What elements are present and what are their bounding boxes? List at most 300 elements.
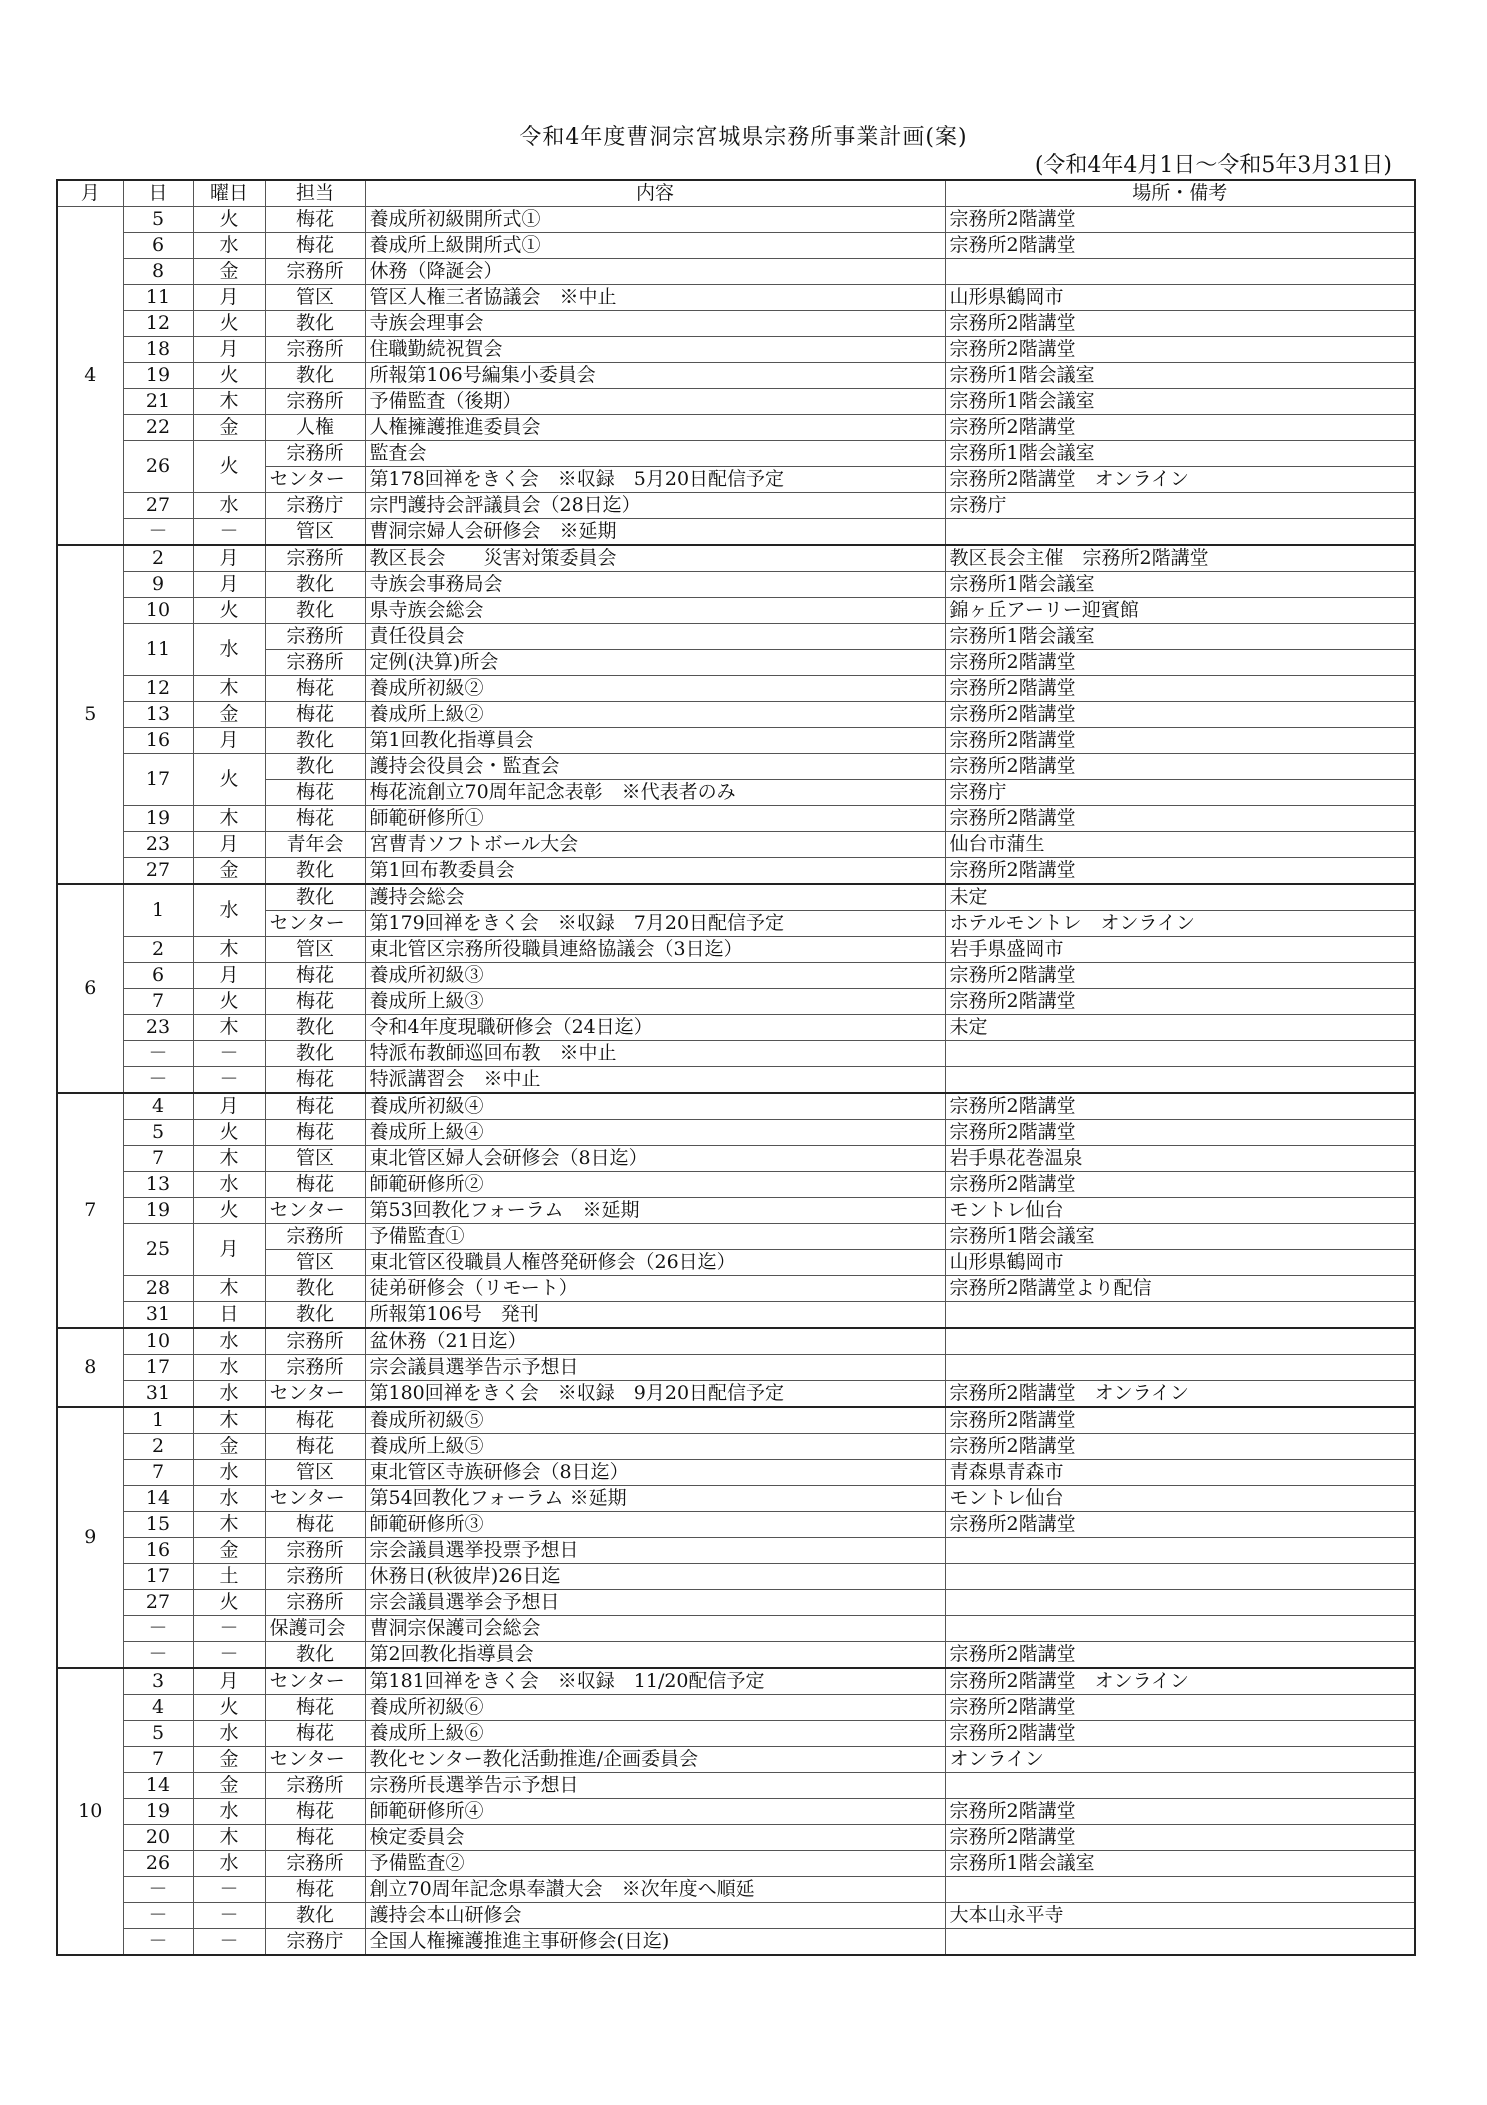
weekday-cell: 火 <box>193 1695 265 1721</box>
table-row <box>57 832 1415 858</box>
dept-cell: 教化 <box>265 884 365 911</box>
table-row <box>57 572 1415 598</box>
month-cell: 4 <box>57 207 123 546</box>
place-cell: オンライン <box>945 1747 1415 1773</box>
table-row <box>57 1276 1415 1302</box>
content-cell: 養成所上級⑥ <box>365 1721 945 1747</box>
content-cell: 教区長会 災害対策委員会 <box>365 545 945 572</box>
table-row <box>57 441 1415 467</box>
weekday-cell: 火 <box>193 207 265 233</box>
content-cell: 第2回教化指導員会 <box>365 1642 945 1669</box>
day-cell: 7 <box>123 1146 193 1172</box>
table-row <box>57 1564 1415 1590</box>
table-row <box>57 1668 1415 1695</box>
dept-cell: 梅花 <box>265 989 365 1015</box>
day-cell: 23 <box>123 1015 193 1041</box>
weekday-cell: － <box>193 1929 265 1956</box>
day-cell: 12 <box>123 676 193 702</box>
table-header-row <box>57 180 1415 207</box>
place-cell: 岩手県花巻温泉 <box>945 1146 1415 1172</box>
place-cell <box>945 1355 1415 1381</box>
weekday-cell: 水 <box>193 1381 265 1408</box>
day-cell: 7 <box>123 1747 193 1773</box>
weekday-cell: 水 <box>193 624 265 676</box>
content-cell: 養成所初級④ <box>365 1093 945 1120</box>
place-cell: 宗務所2階講堂 <box>945 1695 1415 1721</box>
weekday-cell: 火 <box>193 311 265 337</box>
table-row <box>57 1747 1415 1773</box>
table-row <box>57 989 1415 1015</box>
content-cell: 住職勤続祝賀会 <box>365 337 945 363</box>
table-row <box>57 676 1415 702</box>
table-row <box>57 1799 1415 1825</box>
content-cell: 東北管区婦人会研修会（8日迄） <box>365 1146 945 1172</box>
day-cell: － <box>123 1041 193 1067</box>
content-cell: 第54回教化フォーラム ※延期 <box>365 1486 945 1512</box>
content-cell: 予備監査（後期） <box>365 389 945 415</box>
dept-cell: 梅花 <box>265 1434 365 1460</box>
dept-cell: 梅花 <box>265 1799 365 1825</box>
dept-cell: 宗務所 <box>265 389 365 415</box>
place-cell: 青森県青森市 <box>945 1460 1415 1486</box>
dept-cell: 教化 <box>265 754 365 780</box>
weekday-cell: 月 <box>193 572 265 598</box>
day-cell: 5 <box>123 1721 193 1747</box>
col-header-dept: 担当 <box>265 180 365 207</box>
dept-cell: 梅花 <box>265 702 365 728</box>
dept-cell: 梅花 <box>265 1695 365 1721</box>
weekday-cell: 水 <box>193 1851 265 1877</box>
table-row <box>57 207 1415 233</box>
table-row <box>57 1642 1415 1669</box>
weekday-cell: 月 <box>193 285 265 311</box>
table-row <box>57 1512 1415 1538</box>
weekday-cell: 火 <box>193 754 265 806</box>
day-cell: 5 <box>123 1120 193 1146</box>
day-cell: 12 <box>123 311 193 337</box>
table-row <box>57 1460 1415 1486</box>
table-row <box>57 963 1415 989</box>
place-cell: 宗務所2階講堂 オンライン <box>945 1381 1415 1408</box>
place-cell <box>945 1328 1415 1355</box>
place-cell: 宗務所1階会議室 <box>945 389 1415 415</box>
place-cell: 宗務庁 <box>945 780 1415 806</box>
content-cell: 養成所初級③ <box>365 963 945 989</box>
place-cell: 宗務所1階会議室 <box>945 1851 1415 1877</box>
dept-cell: 教化 <box>265 311 365 337</box>
table-row <box>57 1486 1415 1512</box>
day-cell: 13 <box>123 702 193 728</box>
day-cell: 2 <box>123 937 193 963</box>
place-cell <box>945 519 1415 546</box>
day-cell: 1 <box>123 884 193 937</box>
content-cell: 休務日(秋彼岸)26日迄 <box>365 1564 945 1590</box>
place-cell: 宗務所2階講堂 オンライン <box>945 1668 1415 1695</box>
table-row <box>57 1041 1415 1067</box>
weekday-cell: 木 <box>193 389 265 415</box>
content-cell: 人権擁護推進委員会 <box>365 415 945 441</box>
weekday-cell: 月 <box>193 1668 265 1695</box>
content-cell: 養成所初級⑥ <box>365 1695 945 1721</box>
place-cell <box>945 1929 1415 1956</box>
day-cell: － <box>123 1877 193 1903</box>
place-cell: 大本山永平寺 <box>945 1903 1415 1929</box>
place-cell: 教区長会主催 宗務所2階講堂 <box>945 545 1415 572</box>
dept-cell: 管区 <box>265 1250 365 1276</box>
day-cell: 28 <box>123 1276 193 1302</box>
place-cell: 宗務所2階講堂 <box>945 1407 1415 1434</box>
content-cell: 護持会総会 <box>365 884 945 911</box>
place-cell <box>945 1616 1415 1642</box>
day-cell: 20 <box>123 1825 193 1851</box>
col-header-content: 内容 <box>365 180 945 207</box>
table-row <box>57 259 1415 285</box>
weekday-cell: 水 <box>193 884 265 937</box>
table-row <box>57 311 1415 337</box>
day-cell: 23 <box>123 832 193 858</box>
content-cell: 所報第106号編集小委員会 <box>365 363 945 389</box>
table-row <box>57 1067 1415 1094</box>
table-row <box>57 1721 1415 1747</box>
dept-cell: 宗務所 <box>265 624 365 650</box>
dept-cell: 梅花 <box>265 1407 365 1434</box>
content-cell: 宗会議員選挙告示予想日 <box>365 1355 945 1381</box>
day-cell: 26 <box>123 441 193 493</box>
weekday-cell: 木 <box>193 1512 265 1538</box>
weekday-cell: 金 <box>193 1434 265 1460</box>
table-row <box>57 1929 1415 1956</box>
place-cell: 宗務所2階講堂 <box>945 858 1415 885</box>
weekday-cell: 火 <box>193 1120 265 1146</box>
month-cell: 6 <box>57 884 123 1093</box>
table-row <box>57 728 1415 754</box>
weekday-cell: 水 <box>193 1486 265 1512</box>
weekday-cell: 火 <box>193 989 265 1015</box>
day-cell: 27 <box>123 858 193 885</box>
content-cell: 全国人権擁護推進主事研修会(日迄) <box>365 1929 945 1956</box>
weekday-cell: 火 <box>193 441 265 493</box>
day-cell: 11 <box>123 624 193 676</box>
day-cell: 16 <box>123 1538 193 1564</box>
place-cell: 宗務所2階講堂 <box>945 1825 1415 1851</box>
place-cell <box>945 1877 1415 1903</box>
table-row <box>57 1773 1415 1799</box>
day-cell: 10 <box>123 1328 193 1355</box>
day-cell: － <box>123 519 193 546</box>
day-cell: 8 <box>123 259 193 285</box>
dept-cell: 教化 <box>265 598 365 624</box>
place-cell: 宗務所2階講堂 <box>945 806 1415 832</box>
place-cell <box>945 1590 1415 1616</box>
dept-cell: 梅花 <box>265 1512 365 1538</box>
place-cell: 宗務所2階講堂 <box>945 207 1415 233</box>
dept-cell: 梅花 <box>265 1067 365 1094</box>
place-cell <box>945 1773 1415 1799</box>
content-cell: 寺族会理事会 <box>365 311 945 337</box>
col-header-month: 月 <box>57 180 123 207</box>
content-cell: 責任役員会 <box>365 624 945 650</box>
dept-cell: 梅花 <box>265 1172 365 1198</box>
table-row <box>57 363 1415 389</box>
weekday-cell: 金 <box>193 415 265 441</box>
table-row <box>57 624 1415 650</box>
place-cell <box>945 1564 1415 1590</box>
day-cell: 25 <box>123 1224 193 1276</box>
page-title: 令和4年度曹洞宗宮城県宗務所事業計画(案) <box>519 125 968 150</box>
place-cell: 仙台市蒲生 <box>945 832 1415 858</box>
day-cell: 1 <box>123 1407 193 1434</box>
content-cell: 養成所上級④ <box>365 1120 945 1146</box>
day-cell: 2 <box>123 545 193 572</box>
weekday-cell: 火 <box>193 1198 265 1224</box>
dept-cell: 梅花 <box>265 1825 365 1851</box>
place-cell: 宗務所1階会議室 <box>945 363 1415 389</box>
table-row <box>57 1825 1415 1851</box>
weekday-cell: 金 <box>193 1747 265 1773</box>
dept-cell: 梅花 <box>265 233 365 259</box>
place-cell: 山形県鶴岡市 <box>945 285 1415 311</box>
dept-cell: 梅花 <box>265 963 365 989</box>
dept-cell: 梅花 <box>265 676 365 702</box>
weekday-cell: 金 <box>193 858 265 885</box>
dept-cell: 宗務所 <box>265 1224 365 1250</box>
table-row <box>57 337 1415 363</box>
content-cell: 第1回布教委員会 <box>365 858 945 885</box>
content-cell: 養成所初級⑤ <box>365 1407 945 1434</box>
weekday-cell: 木 <box>193 1146 265 1172</box>
place-cell: 宗務所2階講堂 <box>945 728 1415 754</box>
content-cell: 第1回教化指導員会 <box>365 728 945 754</box>
day-cell: 22 <box>123 415 193 441</box>
content-cell: 管区人権三者協議会 ※中止 <box>365 285 945 311</box>
col-header-day: 日 <box>123 180 193 207</box>
month-cell: 5 <box>57 545 123 884</box>
table-row <box>57 1355 1415 1381</box>
dept-cell: センター <box>265 1381 365 1408</box>
dept-cell: センター <box>265 911 365 937</box>
place-cell: 山形県鶴岡市 <box>945 1250 1415 1276</box>
dept-cell: 宗務所 <box>265 1355 365 1381</box>
dept-cell: 宗務所 <box>265 1590 365 1616</box>
table-row <box>57 1093 1415 1120</box>
weekday-cell: 火 <box>193 598 265 624</box>
dept-cell: 梅花 <box>265 207 365 233</box>
content-cell: 令和4年度現職研修会（24日迄） <box>365 1015 945 1041</box>
content-cell: 養成所上級⑤ <box>365 1434 945 1460</box>
content-cell: 寺族会事務局会 <box>365 572 945 598</box>
weekday-cell: 土 <box>193 1564 265 1590</box>
day-cell: 17 <box>123 754 193 806</box>
day-cell: 7 <box>123 1460 193 1486</box>
dept-cell: センター <box>265 1668 365 1695</box>
col-header-place: 場所・備考 <box>945 180 1415 207</box>
day-cell: 21 <box>123 389 193 415</box>
place-cell: 宗務所1階会議室 <box>945 1224 1415 1250</box>
day-cell: 15 <box>123 1512 193 1538</box>
day-cell: 19 <box>123 806 193 832</box>
content-cell: 護持会本山研修会 <box>365 1903 945 1929</box>
dept-cell: センター <box>265 1486 365 1512</box>
dept-cell: 宗務所 <box>265 441 365 467</box>
weekday-cell: 月 <box>193 337 265 363</box>
table-row <box>57 1328 1415 1355</box>
day-cell: － <box>123 1616 193 1642</box>
content-cell: 第179回禅をきく会 ※収録 7月20日配信予定 <box>365 911 945 937</box>
place-cell <box>945 1041 1415 1067</box>
weekday-cell: 月 <box>193 832 265 858</box>
dept-cell: 梅花 <box>265 806 365 832</box>
content-cell: 第180回禅をきく会 ※収録 9月20日配信予定 <box>365 1381 945 1408</box>
day-cell: － <box>123 1903 193 1929</box>
table-row <box>57 545 1415 572</box>
table-row <box>57 519 1415 546</box>
dept-cell: 梅花 <box>265 780 365 806</box>
place-cell: 宗務所2階講堂 <box>945 1434 1415 1460</box>
day-cell: 14 <box>123 1486 193 1512</box>
weekday-cell: 月 <box>193 545 265 572</box>
weekday-cell: 金 <box>193 1538 265 1564</box>
place-cell: ホテルモントレ オンライン <box>945 911 1415 937</box>
weekday-cell: 木 <box>193 1825 265 1851</box>
place-cell: モントレ仙台 <box>945 1198 1415 1224</box>
dept-cell: 保護司会 <box>265 1616 365 1642</box>
weekday-cell: 水 <box>193 1355 265 1381</box>
weekday-cell: 水 <box>193 1799 265 1825</box>
day-cell: 31 <box>123 1381 193 1408</box>
place-cell: 宗務所2階講堂 <box>945 311 1415 337</box>
weekday-cell: 月 <box>193 728 265 754</box>
place-cell: 宗務所2階講堂 <box>945 1512 1415 1538</box>
dept-cell: 教化 <box>265 1302 365 1329</box>
dept-cell: 教化 <box>265 1276 365 1302</box>
weekday-cell: 日 <box>193 1302 265 1329</box>
day-cell: 17 <box>123 1564 193 1590</box>
place-cell: 未定 <box>945 1015 1415 1041</box>
place-cell: 宗務所1階会議室 <box>945 441 1415 467</box>
content-cell: 師範研修所④ <box>365 1799 945 1825</box>
table-row <box>57 1434 1415 1460</box>
weekday-cell: 月 <box>193 1224 265 1276</box>
place-cell: 宗務所2階講堂 <box>945 650 1415 676</box>
table-row <box>57 806 1415 832</box>
dept-cell: 宗務庁 <box>265 1929 365 1956</box>
content-cell: 曹洞宗保護司会総会 <box>365 1616 945 1642</box>
weekday-cell: － <box>193 1041 265 1067</box>
weekday-cell: 水 <box>193 1460 265 1486</box>
day-cell: 4 <box>123 1093 193 1120</box>
dept-cell: 教化 <box>265 858 365 885</box>
day-cell: － <box>123 1642 193 1669</box>
content-cell: 養成所上級開所式① <box>365 233 945 259</box>
weekday-cell: 火 <box>193 363 265 389</box>
dept-cell: 宗務所 <box>265 1851 365 1877</box>
content-cell: 予備監査② <box>365 1851 945 1877</box>
content-cell: 定例(決算)所会 <box>365 650 945 676</box>
day-cell: 3 <box>123 1668 193 1695</box>
place-cell: 宗務所2階講堂 <box>945 1721 1415 1747</box>
content-cell: 梅花流創立70周年記念表彰 ※代表者のみ <box>365 780 945 806</box>
content-cell: 監査会 <box>365 441 945 467</box>
dept-cell: 管区 <box>265 1146 365 1172</box>
dept-cell: センター <box>265 1747 365 1773</box>
dept-cell: 管区 <box>265 937 365 963</box>
table-row <box>57 1877 1415 1903</box>
table-row <box>57 389 1415 415</box>
table-row <box>57 1302 1415 1329</box>
content-cell: 第181回禅をきく会 ※収録 11/20配信予定 <box>365 1668 945 1695</box>
weekday-cell: 月 <box>193 1093 265 1120</box>
table-row <box>57 1407 1415 1434</box>
place-cell: 宗務所2階講堂 <box>945 1120 1415 1146</box>
content-cell: 師範研修所② <box>365 1172 945 1198</box>
day-cell: 9 <box>123 572 193 598</box>
weekday-cell: － <box>193 1616 265 1642</box>
dept-cell: 梅花 <box>265 1120 365 1146</box>
content-cell: 養成所初級② <box>365 676 945 702</box>
dept-cell: 宗務所 <box>265 337 365 363</box>
content-cell: 宗門護持会評議員会（28日迄） <box>365 493 945 519</box>
day-cell: 4 <box>123 1695 193 1721</box>
day-cell: 19 <box>123 1799 193 1825</box>
place-cell: 宗務所2階講堂 <box>945 233 1415 259</box>
place-cell: 未定 <box>945 884 1415 911</box>
place-cell: 錦ヶ丘アーリー迎賓館 <box>945 598 1415 624</box>
dept-cell: 梅花 <box>265 1877 365 1903</box>
day-cell: － <box>123 1067 193 1094</box>
weekday-cell: 水 <box>193 1721 265 1747</box>
dept-cell: 教化 <box>265 1642 365 1669</box>
day-cell: 19 <box>123 363 193 389</box>
content-cell: 盆休務（21日迄） <box>365 1328 945 1355</box>
weekday-cell: － <box>193 1067 265 1094</box>
table-row <box>57 1590 1415 1616</box>
content-cell: 東北管区宗務所役職員連絡協議会（3日迄） <box>365 937 945 963</box>
day-cell: 27 <box>123 1590 193 1616</box>
content-cell: 特派講習会 ※中止 <box>365 1067 945 1094</box>
dept-cell: 教化 <box>265 1015 365 1041</box>
dept-cell: 宗務所 <box>265 1564 365 1590</box>
weekday-cell: 水 <box>193 1172 265 1198</box>
place-cell: 宗務所2階講堂 <box>945 676 1415 702</box>
weekday-cell: 木 <box>193 1015 265 1041</box>
place-cell: 宗務所1階会議室 <box>945 572 1415 598</box>
day-cell: 18 <box>123 337 193 363</box>
weekday-cell: － <box>193 1642 265 1669</box>
dept-cell: 梅花 <box>265 1093 365 1120</box>
content-cell: 第178回禅をきく会 ※収録 5月20日配信予定 <box>365 467 945 493</box>
content-cell: 所報第106号 発刊 <box>365 1302 945 1329</box>
table-row <box>57 1146 1415 1172</box>
weekday-cell: － <box>193 1903 265 1929</box>
content-cell: 徒弟研修会（リモート） <box>365 1276 945 1302</box>
table-row <box>57 858 1415 885</box>
place-cell: 宗務所2階講堂 <box>945 1799 1415 1825</box>
content-cell: 養成所初級開所式① <box>365 207 945 233</box>
content-cell: 予備監査① <box>365 1224 945 1250</box>
place-cell: 岩手県盛岡市 <box>945 937 1415 963</box>
day-cell: 2 <box>123 1434 193 1460</box>
table-row <box>57 1015 1415 1041</box>
dept-cell: 管区 <box>265 519 365 546</box>
weekday-cell: 金 <box>193 259 265 285</box>
dept-cell: 宗務所 <box>265 650 365 676</box>
table-row <box>57 1695 1415 1721</box>
dept-cell: 教化 <box>265 1903 365 1929</box>
table-row <box>57 285 1415 311</box>
weekday-cell: 金 <box>193 702 265 728</box>
dept-cell: 人権 <box>265 415 365 441</box>
schedule-table <box>56 179 1416 1956</box>
